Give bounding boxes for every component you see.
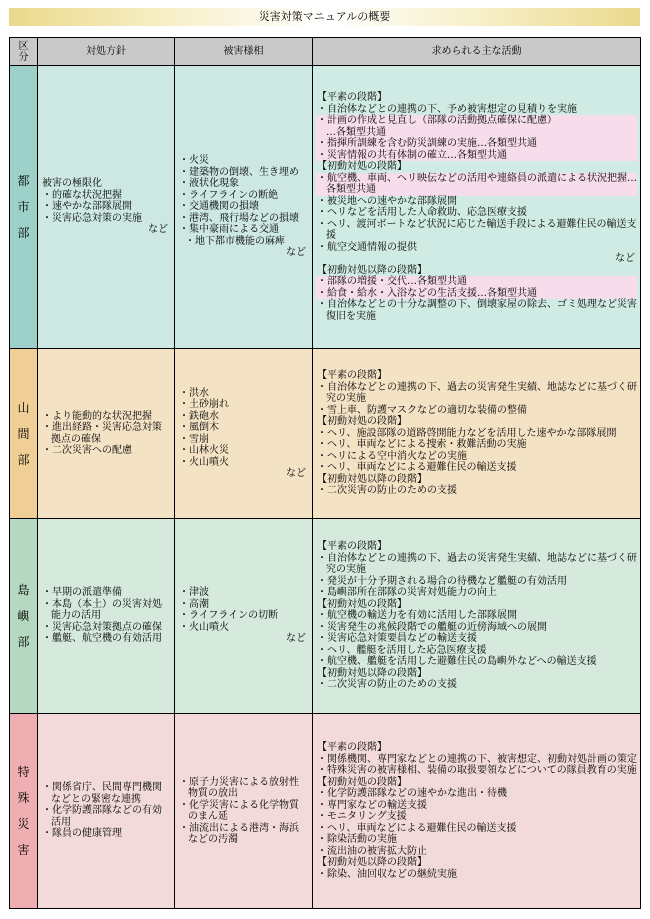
damage-item: ・集中豪雨による交通 xyxy=(179,224,279,236)
activity-item-text: 自治体などとの連携の下、過去の災害発生実績、地誌などに基づく研究の実施 xyxy=(326,552,637,576)
activity-item: ・ヘリ、渡河ボートなど状況に応じた輸送手段による避難住民の輸送支援 xyxy=(317,218,637,241)
damage-item-text: 洪水 xyxy=(189,387,209,399)
damage-item-text: ライフラインの切断 xyxy=(189,610,279,622)
damage-cell-urban xyxy=(175,66,313,349)
damage-item: ・洪水 xyxy=(179,387,209,399)
policy-item: ・進出経路・災害応急対策拠点の確保 xyxy=(42,422,162,445)
policy-item: ・艦艇、航空機の有効活用 xyxy=(42,633,162,645)
phase-header: 【初動対処以降の段階】 xyxy=(317,667,427,679)
activity-item-text: 自治体などとの十分な調整の下、倒壊家屋の除去、ゴミ処理など災害復旧を実施 xyxy=(326,299,637,322)
damage-item: ・油流出による港湾・海浜などの汚濁 xyxy=(179,822,299,845)
policy-item: ・より能動的な状況把握 xyxy=(42,410,152,422)
activity-item: ・発災が十分予期される場合の待機など艦艇の有効活用 xyxy=(317,575,567,587)
section-name-char: 都 xyxy=(17,174,30,188)
policy-item-text: 災害応急対策の実施 xyxy=(52,212,142,224)
phase-header: 【初動対処以降の段階】 xyxy=(317,473,427,485)
policy-item-text: 災害応急対策拠点の確保 xyxy=(52,621,162,633)
damage-item: ・化学災害による化学物質のまん延 xyxy=(179,799,299,822)
policy-item: ・災害応急対策の実施 xyxy=(42,212,142,224)
damage-cell-island xyxy=(175,519,313,714)
activity-item-text: 除染活動の実施 xyxy=(327,834,397,845)
activity-item: ・ヘリ、車両などによる避難住民の輸送支援 xyxy=(317,822,517,834)
policy-item: ・隊員の健康管理 xyxy=(42,828,122,840)
section-name-char: 島 xyxy=(17,583,30,597)
damage-item-text: 津波 xyxy=(189,587,209,599)
activity-item-text: 自治体などとの連携の下、過去の災害発生実績、地誌などに基づく研究の実施 xyxy=(326,381,637,405)
header-policy: 対処方針 xyxy=(38,38,175,66)
activity-item: ・災害応急対策要員などの輸送支援 xyxy=(317,633,477,645)
activity-item: ・計画の作成と見直し（部隊の活動拠点確保に配慮） …各類型共通 xyxy=(316,115,637,138)
activity-item: ・自治体などとの連携の下、予め被害想定の見積りを実施 xyxy=(317,103,577,115)
policy-item-text: 艦艇、航空機の有効活用 xyxy=(52,633,162,645)
activity-item: ・二次災害の防止のための支援 xyxy=(317,485,457,497)
activity-item: ・二次災害の防止のための支援 xyxy=(317,679,457,691)
policy-item: ・早期の派遣準備 xyxy=(42,587,122,599)
activity-item-text: 島嶼部所在部隊の災害対処能力の向上 xyxy=(327,587,497,599)
activity-item-text: 自治体などとの連携の下、予め被害想定の見積りを実施 xyxy=(327,103,577,115)
policy-item-text: 早期の派遣準備 xyxy=(52,587,122,599)
activity-item: ・特殊災害の被害様相、装備の取扱要領などについての隊員教育の実施 xyxy=(317,765,637,776)
damage-item: ・ライフラインの切断 xyxy=(179,610,279,622)
damage-item-text: 鉄砲水 xyxy=(189,410,219,422)
activity-item: ・航空機、車両、ヘリ映伝などの活用や連絡員の派遣による状況把握…各類型共通 xyxy=(317,172,637,195)
activity-item: ・ヘリによる空中消火などの実施 xyxy=(317,450,467,462)
damage-item-text: 原子力災害による放射性物質の放出 xyxy=(188,776,299,799)
damage-item: ・火山噴火 xyxy=(179,456,229,468)
policy-item: ・災害応急対策拠点の確保 xyxy=(42,621,162,633)
phase-header: 【初動対処の段階】 xyxy=(317,416,407,428)
activities-cell-mountain xyxy=(313,349,641,519)
activity-item: ・航空機、艦艇を活用した避難住民の島嶼外などへの輸送支援 xyxy=(317,656,597,668)
damage-item-text: 集中豪雨による交通 xyxy=(189,224,279,236)
activity-item: ・除染活動の実施 xyxy=(317,834,397,845)
section-row-special xyxy=(10,714,641,909)
section-name-char: 嶼 xyxy=(17,609,30,623)
activity-item: ・除染、油回収などの継続実施 xyxy=(317,868,457,880)
damage-item: ・ライフラインの断絶 xyxy=(179,189,279,201)
activity-item-text: 流出油の被害拡大防止 xyxy=(327,845,427,857)
activity-item: ・専門家などの輸送支援 xyxy=(317,799,427,811)
policy-item-text: 隊員の健康管理 xyxy=(52,828,122,840)
damage-item: ・鉄砲水 xyxy=(179,410,219,422)
damage-item: ・土砂崩れ xyxy=(179,399,229,410)
policy-item-text: 速やかな部隊展開 xyxy=(52,201,132,213)
section-name-char: 特 xyxy=(17,765,30,779)
policy-item-text: より能動的な状況把握 xyxy=(52,410,152,422)
damage-item: ・港湾、飛行場などの損壊 xyxy=(179,212,299,224)
phase-header: 【初動対処の段階】 xyxy=(317,776,407,788)
activity-item: ・災害発生の兆候段階での艦艇の近傍海域への展開 xyxy=(317,621,547,633)
policy-cell-mountain xyxy=(38,349,175,519)
section-name-char: 部 xyxy=(17,452,30,467)
activity-item: ・指揮所訓練を含む防災訓練の実施…各類型共通 xyxy=(316,138,637,150)
damage-item-text: 液状化現象 xyxy=(189,178,239,190)
activity-item-text: 航空機、艦艇を活用した避難住民の島嶼外などへの輸送支援 xyxy=(327,656,597,668)
activity-item-text: ヘリなどを活用した人命救助、応急医療支援 xyxy=(327,207,527,218)
activity-item: ・自治体などとの連携の下、過去の災害発生実績、地誌などに基づく研究の実施 xyxy=(317,552,637,576)
section-name-char: 市 xyxy=(17,200,30,214)
policy-item: ・本島（本土）の災害対処能力の活用 xyxy=(42,598,162,622)
policy-item: ・関係省庁、民間専門機関などとの緊密な連携 xyxy=(42,782,162,805)
activity-item: ・流出油の被害拡大防止 xyxy=(317,845,427,857)
section-row-urban xyxy=(10,66,641,349)
activity-item: ・部隊の増援・交代…各類型共通 xyxy=(316,276,637,288)
disaster-manual-table xyxy=(9,37,641,909)
section-name-char: 山 xyxy=(17,400,30,415)
activity-item: ・化学防護部隊などの速やかな進出・待機 xyxy=(317,788,507,799)
activity-item-text: 雪上車、防護マスクなどの適切な装備の整備 xyxy=(327,404,527,416)
section-name-chars xyxy=(17,168,31,246)
policy-item: ・的確な状況把握 xyxy=(42,189,122,201)
phase-header: 【平素の段階】 xyxy=(317,370,387,382)
section-name-chars xyxy=(17,759,31,863)
activity-item-text: 指揮所訓練を含む防災訓練の実施…各類型共通 xyxy=(327,138,537,149)
activity-item-text: 航空機の輸送力を有効に活用した部隊展開 xyxy=(327,610,517,622)
damage-item-text: 土砂崩れ xyxy=(189,399,229,410)
activity-item-text: 二次災害の防止のための支援 xyxy=(327,679,457,691)
damage-item-text: 建築物の倒壊、生き埋め xyxy=(189,166,299,178)
activity-item: ・ヘリ、車両などによる避難住民の輸送支援 xyxy=(317,462,517,474)
activity-item-text: 被災地への速やかな部隊展開 xyxy=(327,195,457,207)
damage-item-text: 山林火災 xyxy=(189,445,229,456)
activity-item-text: ヘリ、渡河ボートなど状況に応じた輸送手段による避難住民の輸送支援 xyxy=(326,218,637,241)
damage-item-text: 油流出による港湾・海浜などの汚濁 xyxy=(188,822,299,845)
policy-item: ・二次災害への配慮 xyxy=(42,445,132,456)
activity-item-text: 災害応急対策要員などの輸送支援 xyxy=(327,633,477,645)
activity-item-text: モニタリング支援 xyxy=(327,811,407,822)
section-name-char: 害 xyxy=(17,843,30,857)
section-name-char: 殊 xyxy=(17,791,30,805)
phase-header: 【初動対処の段階】 xyxy=(317,598,407,610)
activity-item: ・航空機の輸送力を有効に活用した部隊展開 xyxy=(317,610,517,622)
damage-cell-mountain xyxy=(175,349,313,519)
activity-item: ・自治体などとの連携の下、過去の災害発生実績、地誌などに基づく研究の実施 xyxy=(317,381,637,405)
phase-header: 【初動対処以降の段階】 xyxy=(317,857,427,868)
policy-item-text: 二次災害への配慮 xyxy=(52,445,132,456)
section-name-urban xyxy=(10,66,38,349)
activity-item-text: 関係機関、専門家などとの連携の下、被害想定、初動対処計画の策定 xyxy=(327,753,637,765)
policy-item-text: 進出経路・災害応急対策拠点の確保 xyxy=(51,422,162,445)
damage-item-text: 火山噴火 xyxy=(189,456,229,468)
activity-item-text: 給食・給水・入浴などの生活支援…各類型共通 xyxy=(327,287,537,299)
policy-item-text: 本島（本土）の災害対処能力の活用 xyxy=(51,598,162,622)
damage-item-text: 火災 xyxy=(189,155,209,167)
phase-header: 【初動対処以降の段階】 xyxy=(317,264,427,276)
activity-item-text: ヘリ、車両などによる避難住民の輸送支援 xyxy=(327,822,517,834)
activity-item-text: 特殊災害の被害様相、装備の取扱要領などについての隊員教育の実施 xyxy=(327,765,637,776)
activity-etc: など xyxy=(615,253,635,264)
activity-item: ・ヘリ、施設部隊の道路啓開能力などを活用した速やかな部隊展開 xyxy=(317,427,617,439)
activity-item: ・被災地への速やかな部隊展開 xyxy=(317,195,457,207)
damage-item: ・山林火災 xyxy=(179,445,229,456)
damage-etc: など xyxy=(286,468,306,479)
damage-sub-item: ・地下都市機能の麻痺 xyxy=(185,235,285,247)
section-name-chars xyxy=(17,577,31,655)
policy-cell-urban xyxy=(38,66,175,349)
damage-item-text: 交通機関の損壊 xyxy=(189,201,259,213)
activity-item-text: ヘリ、艦艇を活用した応急医療支援 xyxy=(327,644,487,656)
phase-header: 【平素の段階】 xyxy=(317,541,387,553)
section-name-special xyxy=(10,714,38,909)
policy-cell-island xyxy=(38,519,175,714)
policy-etc: など xyxy=(148,224,168,236)
section-name-island xyxy=(10,519,38,714)
policy-item-text: 的確な状況把握 xyxy=(52,189,122,201)
activity-item-text: 災害発生の兆候段階での艦艇の近傍海域への展開 xyxy=(327,621,547,633)
activity-item: ・自治体などとの十分な調整の下、倒壊家屋の除去、ゴミ処理など災害復旧を実施 xyxy=(317,299,637,322)
damage-item: ・原子力災害による放射性物質の放出 xyxy=(179,776,299,799)
section-name-char: 災 xyxy=(17,817,30,831)
activity-item-text: 除染、油回収などの継続実施 xyxy=(327,868,457,880)
activity-item: ・モニタリング支援 xyxy=(317,811,407,822)
activities-cell-island xyxy=(313,519,641,714)
section-name-char: 間 xyxy=(17,426,30,441)
activity-item-text: 航空機、車両、ヘリ映伝などの活用や連絡員の派遣による状況把握…各類型共通 xyxy=(326,172,637,195)
activity-item: ・ヘリ、車両などによる捜索・救難活動の実施 xyxy=(317,439,527,451)
activity-item: ・島嶼部所在部隊の災害対処能力の向上 xyxy=(317,587,497,599)
activity-item: ・ヘリ、艦艇を活用した応急医療支援 xyxy=(317,644,487,656)
activity-item-text: 部隊の増援・交代…各類型共通 xyxy=(327,276,467,287)
header-category-label: 区分 xyxy=(18,40,29,63)
damage-item: ・液状化現象 xyxy=(179,178,239,190)
damage-cell-special xyxy=(175,714,313,909)
damage-item: ・風倒木 xyxy=(179,422,219,433)
damage-item: ・雪崩 xyxy=(179,433,209,445)
damage-item: ・高潮 xyxy=(179,598,209,610)
policy-intro: 被害の極限化 xyxy=(42,178,102,190)
section-name-mountain xyxy=(10,349,38,519)
section-name-chars xyxy=(17,395,31,473)
activity-item-text: 航空交通情報の提供 xyxy=(327,241,417,253)
damage-etc: など xyxy=(286,247,306,259)
activity-item-text: 二次災害の防止のための支援 xyxy=(327,485,457,497)
damage-item-text: 化学災害による化学物質のまん延 xyxy=(188,799,299,822)
policy-cell-special xyxy=(38,714,175,909)
damage-item: ・建築物の倒壊、生き埋め xyxy=(179,166,299,178)
activity-item: ・給食・給水・入浴などの生活支援…各類型共通 xyxy=(316,288,637,300)
phase-header: 【初動対処の段階】 xyxy=(317,161,407,172)
activity-item: ・航空交通情報の提供 xyxy=(317,241,417,253)
activity-item: ・災害情報の共有体制の確立…各類型共通 xyxy=(316,150,637,162)
policy-item: ・速やかな部隊展開 xyxy=(42,201,132,213)
section-name-char: 部 xyxy=(17,635,30,649)
damage-etc: など xyxy=(286,633,306,645)
section-row-mountain xyxy=(10,349,641,519)
activity-item-text: ヘリ、施設部隊の道路啓開能力などを活用した速やかな部隊展開 xyxy=(327,427,617,439)
activity-item-text: 計画の作成と見直し（部隊の活動拠点確保に配慮） …各類型共通 xyxy=(326,115,557,138)
activity-item-text: 発災が十分予期される場合の待機など艦艇の有効活用 xyxy=(327,575,567,587)
activity-item: ・関係機関、専門家などとの連携の下、被害想定、初動対処計画の策定 xyxy=(317,753,637,765)
damage-item-text: 風倒木 xyxy=(189,422,219,433)
header-activities: 求められる主な活動 xyxy=(313,38,641,66)
damage-item-text: 高潮 xyxy=(189,598,209,610)
activity-item: ・雪上車、防護マスクなどの適切な装備の整備 xyxy=(317,404,527,416)
damage-item: ・津波 xyxy=(179,587,209,599)
phase-header: 【平素の段階】 xyxy=(317,92,387,103)
document-title: 災害対策マニュアルの概要 xyxy=(9,8,640,26)
damage-item-text: ライフラインの断絶 xyxy=(189,189,279,201)
damage-item: ・火災 xyxy=(179,155,209,167)
damage-item: ・火山噴火 xyxy=(179,621,229,633)
header-damage: 被害様相 xyxy=(175,38,313,66)
damage-item-text: 火山噴火 xyxy=(189,621,229,633)
header-row xyxy=(10,38,641,66)
activity-item-text: ヘリ、車両などによる捜索・救難活動の実施 xyxy=(327,439,527,451)
activity-item-text: 専門家などの輸送支援 xyxy=(327,799,427,811)
activities-cell-urban xyxy=(313,66,641,349)
activities-cell-special xyxy=(313,714,641,909)
section-row-island xyxy=(10,519,641,714)
activity-item-text: ヘリ、車両などによる避難住民の輸送支援 xyxy=(327,462,517,474)
activity-item-text: 化学防護部隊などの速やかな進出・待機 xyxy=(327,788,507,799)
activity-item: ・ヘリなどを活用した人命救助、応急医療支援 xyxy=(317,207,527,218)
activity-item-text: ヘリによる空中消火などの実施 xyxy=(327,450,467,462)
section-name-char: 部 xyxy=(17,226,30,240)
policy-item-text: 関係省庁、民間専門機関などとの緊密な連携 xyxy=(51,782,162,805)
phase-header: 【平素の段階】 xyxy=(317,742,387,753)
damage-item: ・交通機関の損壊 xyxy=(179,201,259,213)
activity-item-text: 災害情報の共有体制の確立…各類型共通 xyxy=(327,149,507,161)
policy-item-text: 化学防護部隊などの有効活用 xyxy=(51,805,162,828)
policy-item: ・化学防護部隊などの有効活用 xyxy=(42,805,162,828)
damage-item-text: 雪崩 xyxy=(189,433,209,445)
damage-item-text: 港湾、飛行場などの損壊 xyxy=(189,212,299,224)
header-category xyxy=(10,38,38,66)
